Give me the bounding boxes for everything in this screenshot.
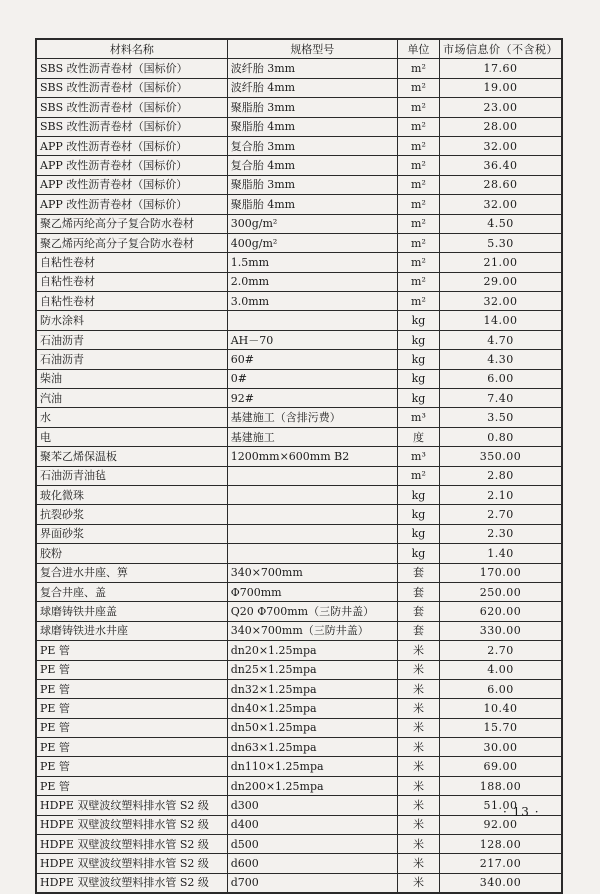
cell-material-name: PE 管 <box>36 679 227 698</box>
cell-material-name: PE 管 <box>36 757 227 776</box>
cell-material-name: 胶粉 <box>36 544 227 563</box>
cell-material-name: 自粘性卷材 <box>36 272 227 291</box>
cell-material-name: 防水涂料 <box>36 311 227 330</box>
table-row <box>36 447 562 466</box>
cell-market-price: 350.00 <box>439 447 562 466</box>
cell-material-name: HDPE 双壁波纹塑料排水管 S2 级 <box>36 873 227 893</box>
cell-market-price: 340.00 <box>439 873 562 893</box>
cell-spec-model: Q20 Φ700mm（三防井盖） <box>227 602 397 621</box>
table-row <box>36 369 562 388</box>
cell-unit: 米 <box>397 738 439 757</box>
cell-spec-model: d700 <box>227 873 397 893</box>
cell-unit: m³ <box>397 447 439 466</box>
table-row <box>36 427 562 446</box>
cell-spec-model: dn50×1.25mpa <box>227 718 397 737</box>
cell-material-name: 聚乙烯丙纶高分子复合防水卷材 <box>36 233 227 252</box>
cell-spec-model: 92# <box>227 389 397 408</box>
cell-market-price: 23.00 <box>439 98 562 117</box>
cell-unit: 米 <box>397 815 439 834</box>
table-row <box>36 485 562 504</box>
cell-unit: m² <box>397 175 439 194</box>
cell-spec-model: 基建施工 <box>227 427 397 446</box>
cell-spec-model: d400 <box>227 815 397 834</box>
table-row <box>36 757 562 776</box>
table-row <box>36 292 562 311</box>
cell-market-price: 2.80 <box>439 466 562 485</box>
cell-market-price: 4.50 <box>439 214 562 233</box>
table-row <box>36 311 562 330</box>
cell-unit: m² <box>397 272 439 291</box>
table-row <box>36 621 562 640</box>
cell-unit: m² <box>397 233 439 252</box>
cell-unit: m² <box>397 466 439 485</box>
cell-market-price: 92.00 <box>439 815 562 834</box>
cell-spec-model: 聚脂胎 3mm <box>227 98 397 117</box>
cell-material-name: 自粘性卷材 <box>36 253 227 272</box>
cell-unit: 米 <box>397 679 439 698</box>
table-row <box>36 253 562 272</box>
table-header-row <box>36 39 562 59</box>
cell-material-name: 抗裂砂浆 <box>36 505 227 524</box>
cell-material-name: 聚乙烯丙纶高分子复合防水卷材 <box>36 214 227 233</box>
cell-unit: 米 <box>397 835 439 854</box>
cell-spec-model <box>227 466 397 485</box>
cell-spec-model <box>227 485 397 504</box>
cell-spec-model: 2.0mm <box>227 272 397 291</box>
cell-material-name: 水 <box>36 408 227 427</box>
cell-unit: m² <box>397 117 439 136</box>
cell-material-name: SBS 改性沥青卷材（国标价） <box>36 78 227 97</box>
cell-market-price: 29.00 <box>439 272 562 291</box>
table-row <box>36 602 562 621</box>
cell-market-price: 250.00 <box>439 582 562 601</box>
cell-material-name: 自粘性卷材 <box>36 292 227 311</box>
cell-unit: 米 <box>397 641 439 660</box>
cell-market-price: 7.40 <box>439 389 562 408</box>
cell-material-name: HDPE 双壁波纹塑料排水管 S2 级 <box>36 796 227 815</box>
cell-material-name: SBS 改性沥青卷材（国标价） <box>36 98 227 117</box>
table-row <box>36 873 562 893</box>
table-row <box>36 136 562 155</box>
cell-unit: m² <box>397 78 439 97</box>
cell-spec-model: dn20×1.25mpa <box>227 641 397 660</box>
cell-spec-model: dn110×1.25mpa <box>227 757 397 776</box>
cell-material-name: PE 管 <box>36 718 227 737</box>
header-market-price: 市场信息价（不含税） <box>439 39 562 59</box>
cell-material-name: PE 管 <box>36 738 227 757</box>
cell-material-name: 球磨铸铁井座盖 <box>36 602 227 621</box>
cell-spec-model: 400g/m² <box>227 233 397 252</box>
cell-market-price: 69.00 <box>439 757 562 776</box>
table-row <box>36 776 562 795</box>
cell-material-name: 球磨铸铁进水井座 <box>36 621 227 640</box>
cell-spec-model: Φ700mm <box>227 582 397 601</box>
table-row <box>36 195 562 214</box>
cell-market-price: 6.00 <box>439 679 562 698</box>
cell-material-name: 柴油 <box>36 369 227 388</box>
cell-market-price: 2.10 <box>439 485 562 504</box>
cell-unit: m² <box>397 136 439 155</box>
cell-unit: 套 <box>397 602 439 621</box>
cell-market-price: 6.00 <box>439 369 562 388</box>
cell-material-name: HDPE 双壁波纹塑料排水管 S2 级 <box>36 815 227 834</box>
cell-unit: m² <box>397 59 439 78</box>
cell-market-price: 32.00 <box>439 136 562 155</box>
cell-spec-model: dn25×1.25mpa <box>227 660 397 679</box>
cell-spec-model: dn40×1.25mpa <box>227 699 397 718</box>
cell-unit: m² <box>397 214 439 233</box>
cell-market-price: 5.30 <box>439 233 562 252</box>
cell-unit: m² <box>397 292 439 311</box>
cell-unit: kg <box>397 311 439 330</box>
table-row <box>36 233 562 252</box>
cell-unit: m² <box>397 195 439 214</box>
cell-material-name: 汽油 <box>36 389 227 408</box>
cell-market-price: 19.00 <box>439 78 562 97</box>
cell-market-price: 4.30 <box>439 350 562 369</box>
cell-unit: m³ <box>397 408 439 427</box>
cell-unit: kg <box>397 485 439 504</box>
cell-spec-model: 60# <box>227 350 397 369</box>
cell-spec-model: 复合胎 4mm <box>227 156 397 175</box>
cell-spec-model: d600 <box>227 854 397 873</box>
table-row <box>36 679 562 698</box>
cell-market-price: 3.50 <box>439 408 562 427</box>
table-row <box>36 796 562 815</box>
cell-market-price: 620.00 <box>439 602 562 621</box>
table-row <box>36 466 562 485</box>
cell-spec-model: 聚脂胎 4mm <box>227 195 397 214</box>
cell-market-price: 14.00 <box>439 311 562 330</box>
cell-unit: 米 <box>397 873 439 893</box>
cell-market-price: 51.00 <box>439 796 562 815</box>
cell-unit: 套 <box>397 563 439 582</box>
price-table <box>35 38 563 894</box>
table-row <box>36 389 562 408</box>
table-row <box>36 408 562 427</box>
cell-market-price: 188.00 <box>439 776 562 795</box>
cell-material-name: PE 管 <box>36 699 227 718</box>
cell-unit: 米 <box>397 660 439 679</box>
table-row <box>36 582 562 601</box>
table-row <box>36 738 562 757</box>
cell-market-price: 28.00 <box>439 117 562 136</box>
table-row <box>36 98 562 117</box>
cell-unit: kg <box>397 350 439 369</box>
table-row <box>36 718 562 737</box>
cell-market-price: 21.00 <box>439 253 562 272</box>
table-row <box>36 214 562 233</box>
cell-unit: kg <box>397 505 439 524</box>
cell-spec-model: 1.5mm <box>227 253 397 272</box>
cell-material-name: 电 <box>36 427 227 446</box>
table-row <box>36 854 562 873</box>
cell-spec-model: 1200mm×600mm B2 <box>227 447 397 466</box>
cell-material-name: APP 改性沥青卷材（国标价） <box>36 195 227 214</box>
header-unit: 单位 <box>397 39 439 59</box>
cell-material-name: 复合井座、盖 <box>36 582 227 601</box>
cell-market-price: 0.80 <box>439 427 562 446</box>
cell-spec-model: 0# <box>227 369 397 388</box>
cell-market-price: 36.40 <box>439 156 562 175</box>
cell-material-name: 石油沥青 <box>36 330 227 349</box>
table-body <box>36 59 562 893</box>
cell-spec-model: d300 <box>227 796 397 815</box>
cell-market-price: 17.60 <box>439 59 562 78</box>
cell-market-price: 170.00 <box>439 563 562 582</box>
cell-material-name: 界面砂浆 <box>36 524 227 543</box>
cell-market-price: 4.00 <box>439 660 562 679</box>
table-row <box>36 350 562 369</box>
cell-unit: 套 <box>397 621 439 640</box>
cell-market-price: 1.40 <box>439 544 562 563</box>
table-row <box>36 641 562 660</box>
cell-market-price: 28.60 <box>439 175 562 194</box>
cell-market-price: 4.70 <box>439 330 562 349</box>
cell-spec-model: 波纤胎 3mm <box>227 59 397 78</box>
cell-spec-model: 3.0mm <box>227 292 397 311</box>
cell-spec-model: d500 <box>227 835 397 854</box>
table-row <box>36 156 562 175</box>
cell-unit: m² <box>397 98 439 117</box>
cell-spec-model <box>227 505 397 524</box>
cell-material-name: APP 改性沥青卷材（国标价） <box>36 136 227 155</box>
table-row <box>36 835 562 854</box>
cell-unit: kg <box>397 389 439 408</box>
cell-spec-model: AH－70 <box>227 330 397 349</box>
cell-market-price: 2.70 <box>439 641 562 660</box>
cell-spec-model: dn63×1.25mpa <box>227 738 397 757</box>
page-number: · 13 · <box>503 805 540 819</box>
cell-unit: kg <box>397 330 439 349</box>
cell-material-name: 石油沥青 <box>36 350 227 369</box>
table-row <box>36 699 562 718</box>
cell-material-name: 复合进水井座、箅 <box>36 563 227 582</box>
cell-market-price: 10.40 <box>439 699 562 718</box>
cell-material-name: 石油沥青油毡 <box>36 466 227 485</box>
table-row <box>36 330 562 349</box>
table-row <box>36 117 562 136</box>
cell-unit: 米 <box>397 757 439 776</box>
cell-unit: kg <box>397 524 439 543</box>
cell-unit: 度 <box>397 427 439 446</box>
table-row <box>36 544 562 563</box>
table-row <box>36 660 562 679</box>
table-row <box>36 272 562 291</box>
cell-market-price: 330.00 <box>439 621 562 640</box>
cell-material-name: PE 管 <box>36 660 227 679</box>
table-row <box>36 78 562 97</box>
cell-material-name: SBS 改性沥青卷材（国标价） <box>36 117 227 136</box>
cell-spec-model: 聚脂胎 4mm <box>227 117 397 136</box>
cell-spec-model: 波纤胎 4mm <box>227 78 397 97</box>
cell-spec-model <box>227 544 397 563</box>
cell-spec-model: dn200×1.25mpa <box>227 776 397 795</box>
cell-spec-model <box>227 311 397 330</box>
cell-market-price: 2.70 <box>439 505 562 524</box>
cell-spec-model: 基建施工（含排污费） <box>227 408 397 427</box>
cell-spec-model: dn32×1.25mpa <box>227 679 397 698</box>
cell-market-price: 128.00 <box>439 835 562 854</box>
cell-market-price: 32.00 <box>439 195 562 214</box>
cell-unit: 米 <box>397 699 439 718</box>
table-row <box>36 505 562 524</box>
cell-unit: 米 <box>397 776 439 795</box>
cell-market-price: 217.00 <box>439 854 562 873</box>
cell-spec-model: 340×700mm <box>227 563 397 582</box>
table-row <box>36 563 562 582</box>
cell-material-name: HDPE 双壁波纹塑料排水管 S2 级 <box>36 854 227 873</box>
cell-spec-model: 聚脂胎 3mm <box>227 175 397 194</box>
cell-unit: kg <box>397 544 439 563</box>
cell-material-name: 玻化微珠 <box>36 485 227 504</box>
cell-market-price: 15.70 <box>439 718 562 737</box>
header-material-name: 材料名称 <box>36 39 227 59</box>
table-row <box>36 815 562 834</box>
cell-market-price: 30.00 <box>439 738 562 757</box>
cell-material-name: APP 改性沥青卷材（国标价） <box>36 156 227 175</box>
table-row <box>36 59 562 78</box>
cell-material-name: APP 改性沥青卷材（国标价） <box>36 175 227 194</box>
cell-material-name: SBS 改性沥青卷材（国标价） <box>36 59 227 78</box>
cell-unit: 米 <box>397 796 439 815</box>
cell-material-name: PE 管 <box>36 641 227 660</box>
cell-spec-model: 340×700mm（三防井盖） <box>227 621 397 640</box>
cell-unit: m² <box>397 156 439 175</box>
cell-unit: kg <box>397 369 439 388</box>
cell-unit: 套 <box>397 582 439 601</box>
cell-unit: 米 <box>397 718 439 737</box>
cell-spec-model <box>227 524 397 543</box>
cell-market-price: 2.30 <box>439 524 562 543</box>
cell-material-name: HDPE 双壁波纹塑料排水管 S2 级 <box>36 835 227 854</box>
cell-material-name: PE 管 <box>36 776 227 795</box>
cell-spec-model: 300g/m² <box>227 214 397 233</box>
cell-unit: m² <box>397 253 439 272</box>
cell-unit: 米 <box>397 854 439 873</box>
header-spec-model: 规格型号 <box>227 39 397 59</box>
table-row <box>36 175 562 194</box>
cell-market-price: 32.00 <box>439 292 562 311</box>
cell-material-name: 聚苯乙烯保温板 <box>36 447 227 466</box>
table-row <box>36 524 562 543</box>
cell-spec-model: 复合胎 3mm <box>227 136 397 155</box>
